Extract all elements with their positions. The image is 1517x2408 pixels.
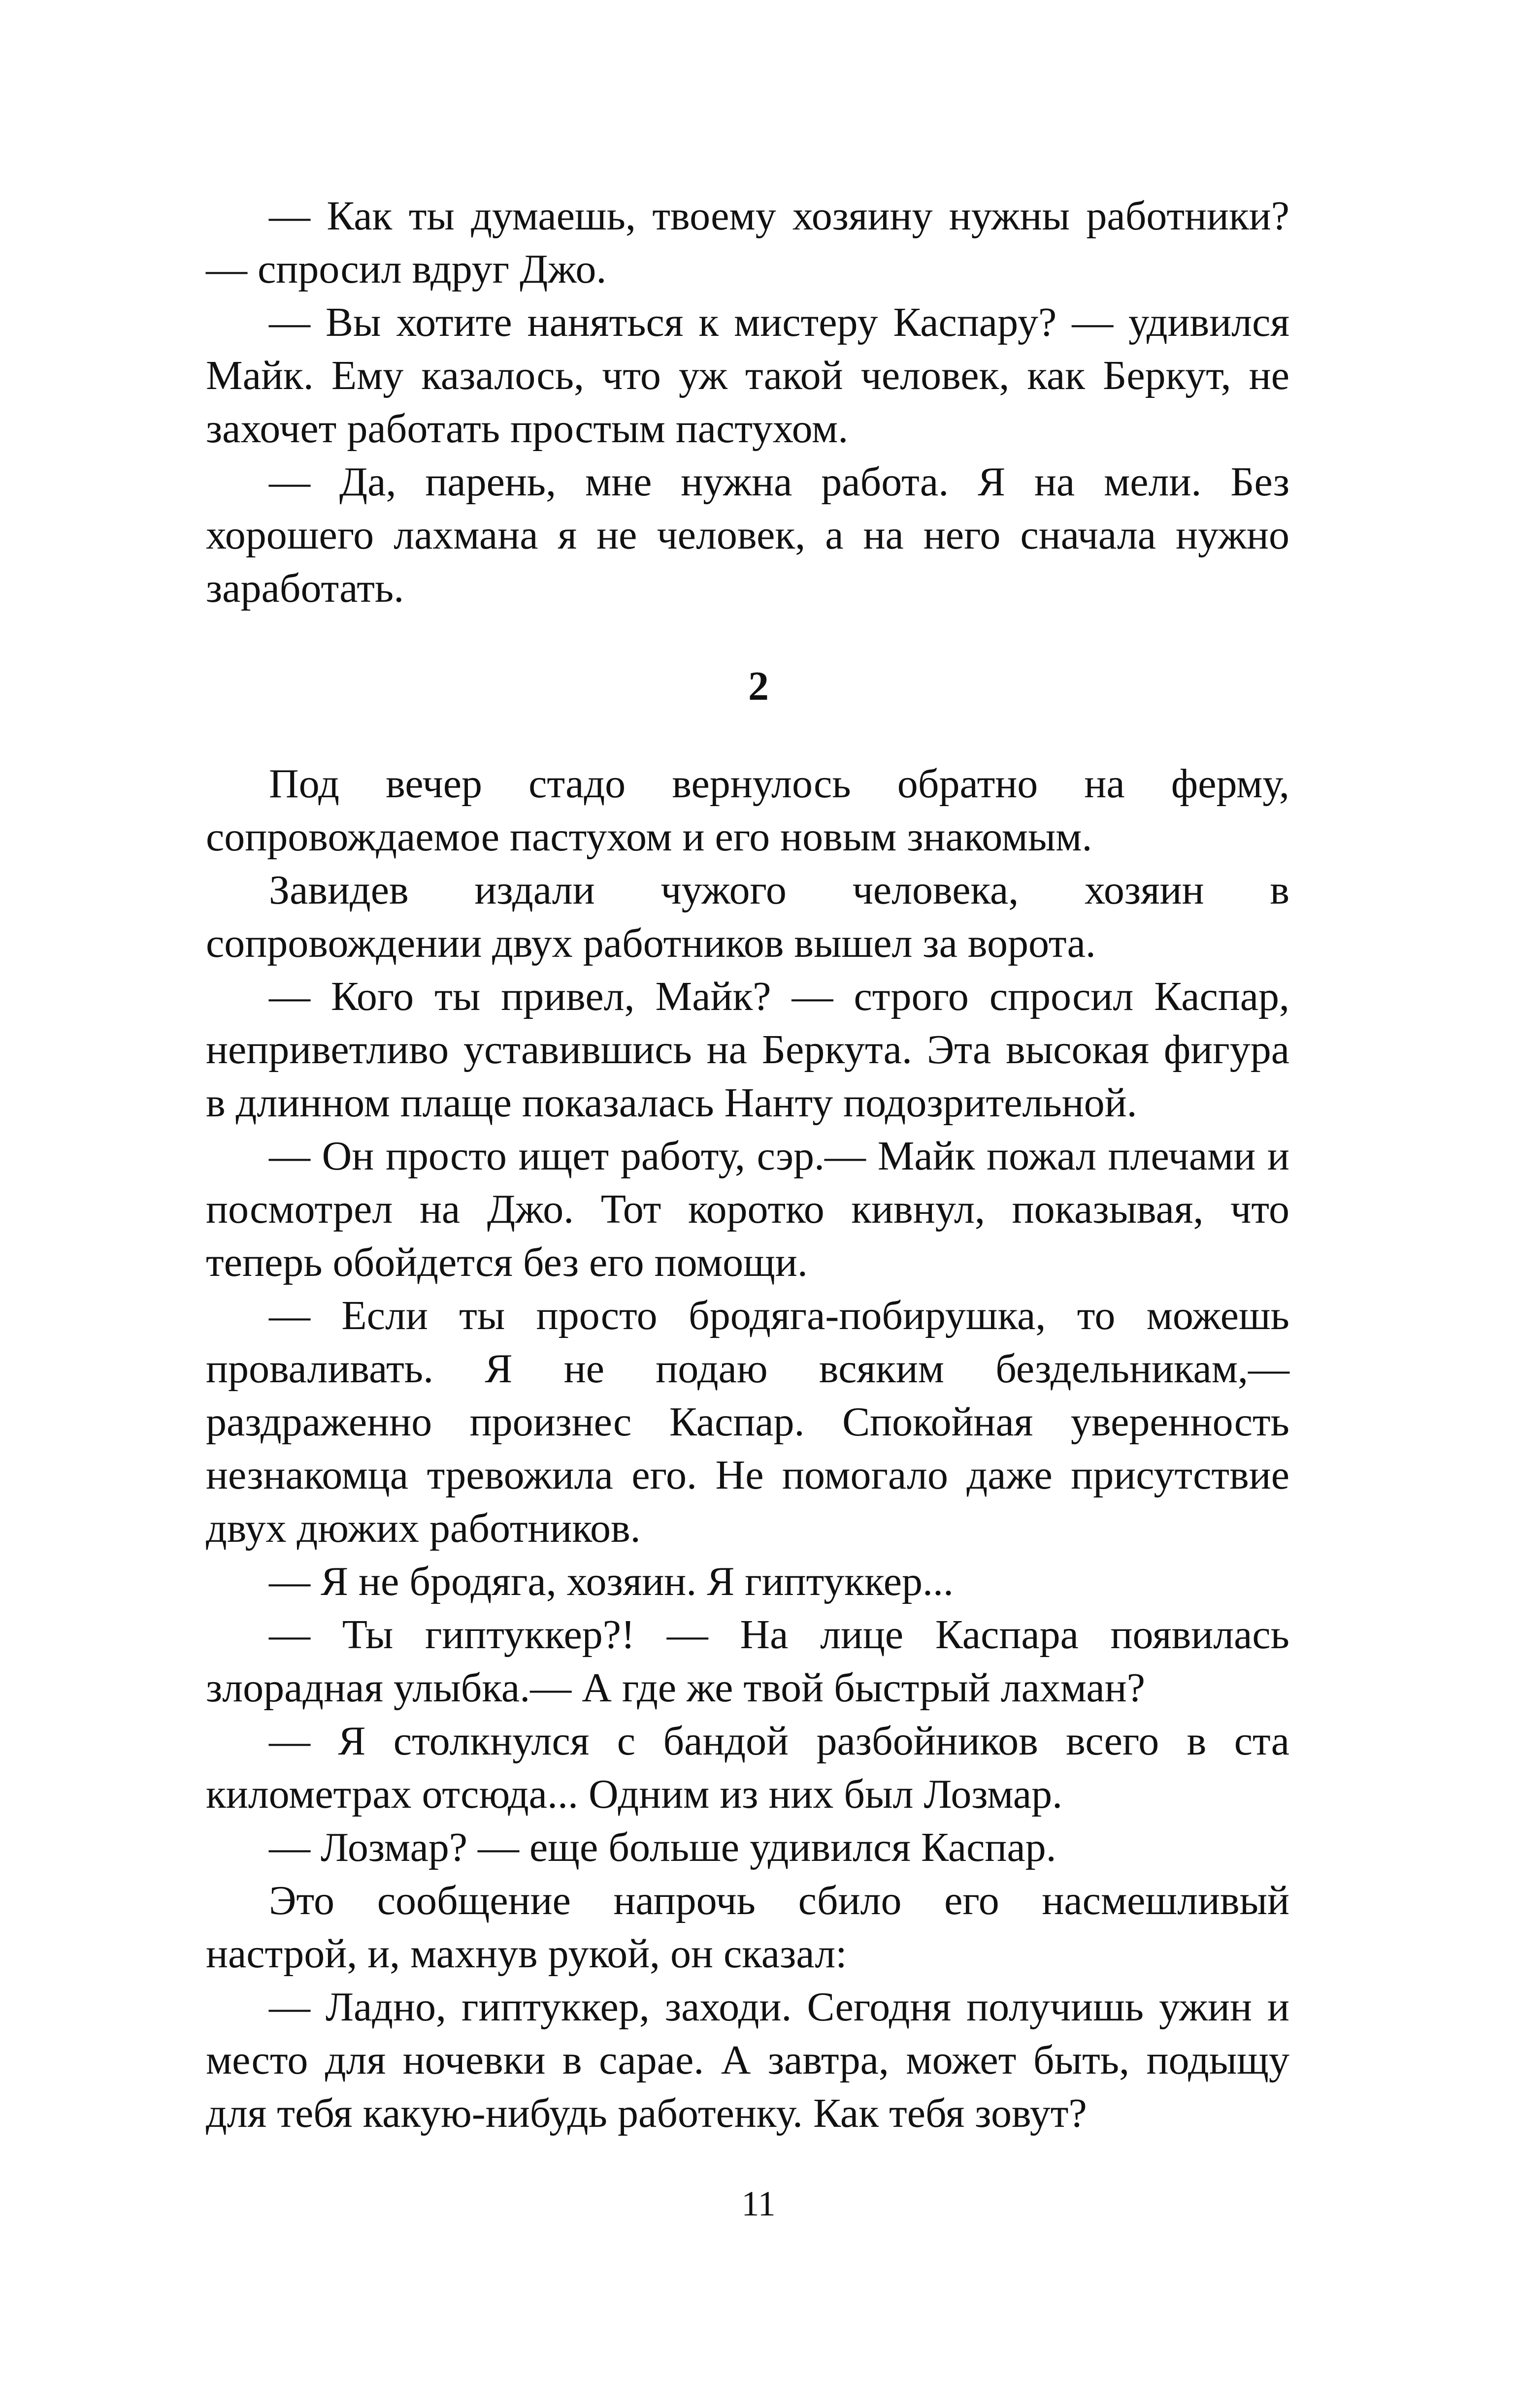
paragraph: — Кого ты привел, Майк? — строго спросил Каспар, неприветливо уставившись на Беркута. Эта высокая фигура в длинном плаще показалась Нанту подозрительной.: [206, 974, 1289, 1126]
paragraph: — Вы хотите наняться к мистеру Каспару? — удивился Майк. Ему казалось, что уж такой человек, как Беркут, не захочет работать простым пастухом.: [206, 299, 1289, 452]
paragraph: — Ладно, гиптуккер, заходи. Сегодня получишь ужин и место для ночевки в сарае. А завтра, может быть, подыщу для тебя какую-нибудь работенку. Как тебя зовут?: [206, 1984, 1289, 2136]
paragraph: Завидев издали чужого человека, хозяин в сопровождении двух работников вышел за ворота.: [206, 867, 1289, 966]
chapter-number: 2: [748, 663, 769, 709]
paragraph: — Он просто ищет работу, сэр.— Майк пожал плечами и посмотрел на Джо. Тот коротко кивнул, показывая, что теперь обойдется без его помощи.: [206, 1133, 1289, 1285]
paragraph: — Лозмар? — еще больше удивился Каспар.: [269, 1824, 1056, 1870]
paragraph: — Ты гиптуккер?! — На лице Каспара появилась злорадная улыбка.— А где же твой быстрый лахман?: [206, 1612, 1289, 1711]
paragraph: — Я столкнулся с бандой разбойников всего в ста километрах отсюда... Одним из них был Лозмар.: [206, 1718, 1289, 1817]
text-section-main: [206, 757, 1289, 2140]
paragraph: — Если ты просто бродяга-побирушка, то можешь проваливать. Я не подаю всяким бездельникам,— раздраженно произнес Каспар. Спокойная уверенность незнакомца тревожила его. Не помогало даже присутствие двух дюжих работников.: [206, 1293, 1289, 1551]
text-section-top: [206, 190, 1289, 615]
paragraph: — Как ты думаешь, твоему хозяину нужны работники? — спросил вдруг Джо.: [206, 193, 1289, 292]
paragraph: — Я не бродяга, хозяин. Я гиптуккер...: [269, 1559, 954, 1604]
paragraph: Это сообщение напрочь сбило его насмешливый настрой, и, махнув рукой, он сказал:: [206, 1878, 1289, 1977]
paragraph: Под вечер стадо вернулось обратно на ферму, сопровождаемое пастухом и его новым знакомым.: [206, 761, 1289, 860]
page-number: 11: [741, 2184, 776, 2223]
paragraph: — Да, парень, мне нужна работа. Я на мели. Без хорошего лахмана я не человек, а на него сначала нужно заработать.: [206, 459, 1289, 611]
